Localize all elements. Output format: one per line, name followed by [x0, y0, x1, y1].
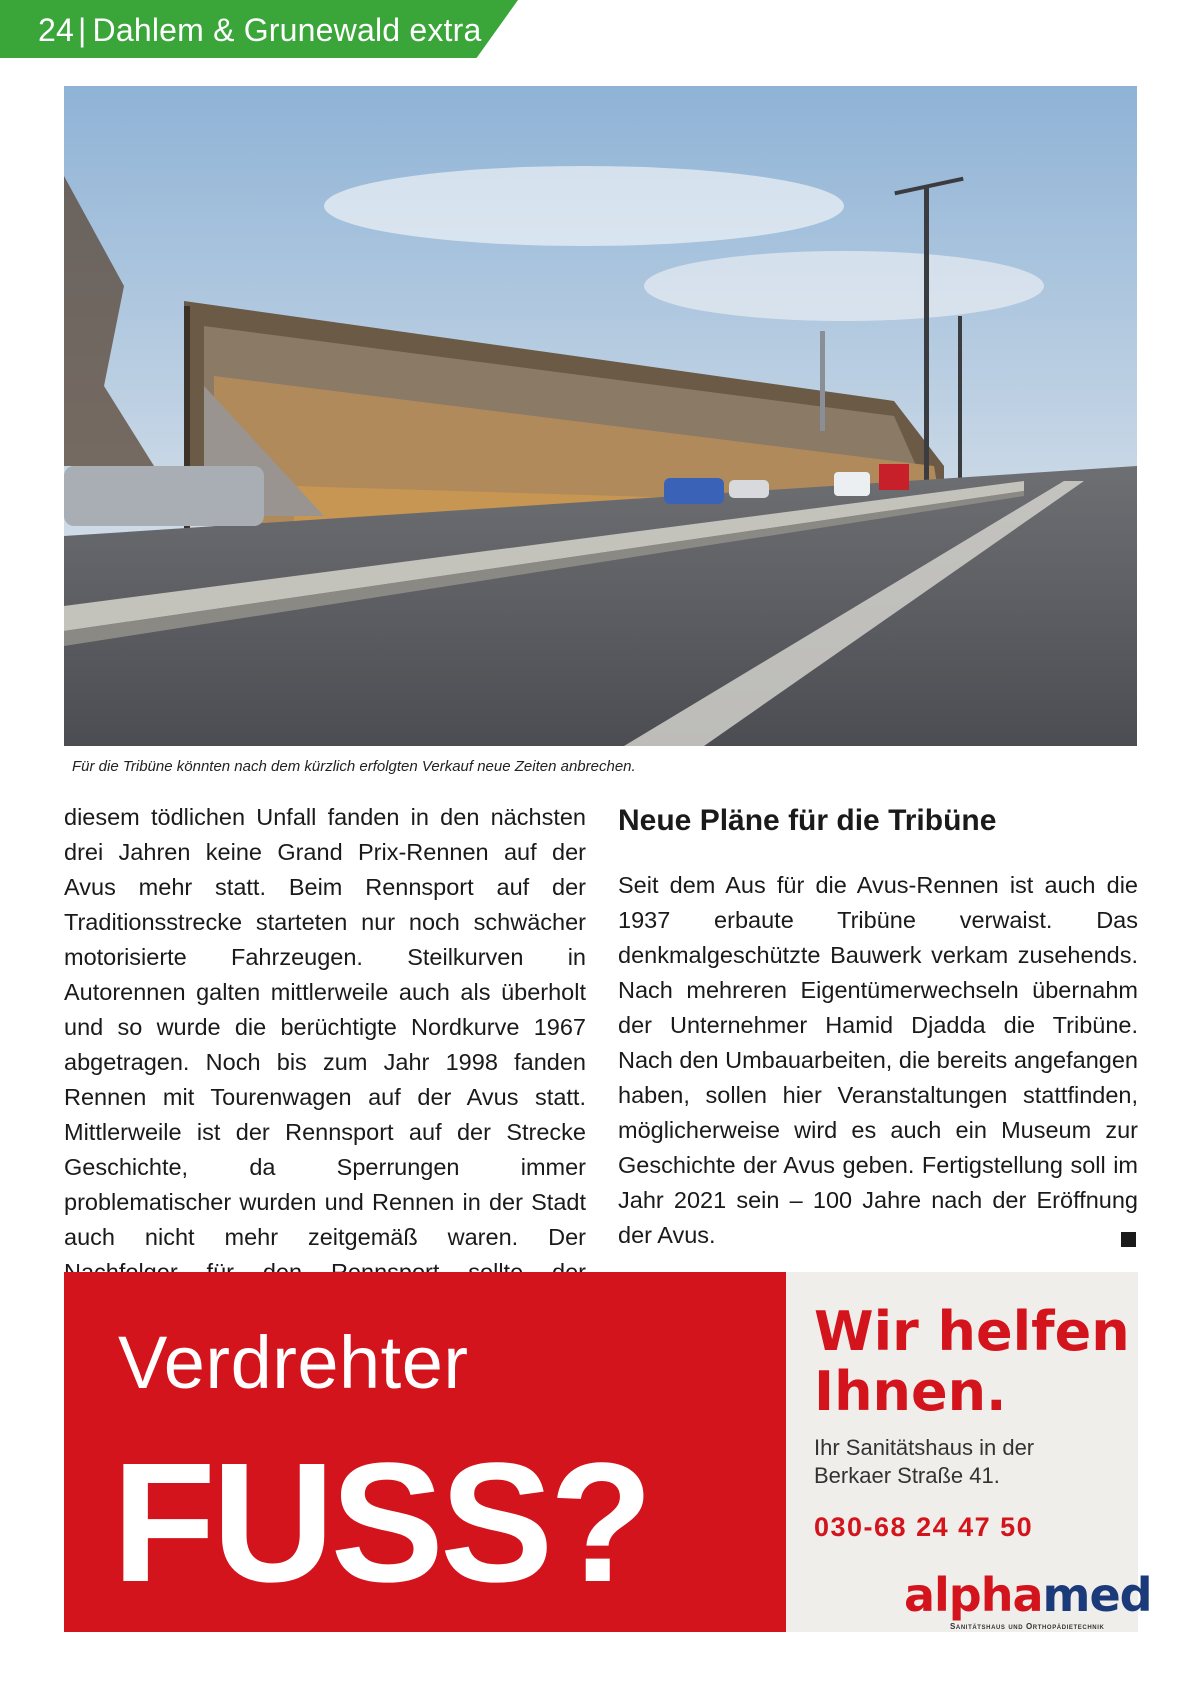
ad-verdrehter: Verdrehter — [118, 1321, 469, 1404]
end-of-article-mark — [1121, 1232, 1136, 1247]
article-column-left: diesem tödlichen Unfall fanden in den nächsten drei Jahren keine Grand Prix-Rennen auf der Avus mehr statt. Beim Rennsport auf der Traditionsstrecke starteten nur noch schwächer motorisierte Fahrzeugen. Steilkurven in Autorennen galten mittlerweile auch als überholt und so wurde die berüchtigte Nordkurve 1967 abgetragen. Noch bis zum Jahr 1998 fanden Rennen mit Tourenwagen auf der Avus statt. Mittlerweile ist der Rennsport auf der Strecke Geschichte, da Sperrungen immer problematischer wurden und Rennen in der Stadt auch nicht mehr zeitgemäß waren. Der — [64, 804, 586, 1250]
radio-tower — [820, 331, 825, 431]
section-header — [38, 12, 482, 48]
logo-alpha: alpha — [904, 1568, 1043, 1622]
ad-address — [814, 1434, 1114, 1490]
section-heading: Neue Pläne für die Tribüne — [618, 804, 997, 837]
ad-sub-line1: Ihr Sanitätshaus in der — [814, 1435, 1035, 1460]
car — [64, 466, 264, 526]
ad-tagline: Sanitätshaus und Orthopädietechnik — [950, 1622, 1105, 1631]
grandstand-photo — [64, 86, 1137, 746]
article-column-right: Seit dem Aus für die Avus-Rennen ist auch die 1937 erbaute Tribüne verwaist. Das denkmalgeschützte Bauwerk verkam zusehends. Nach mehreren Eigentümerwechseln übernahm der Unternehmer Hamid Djadda die Tribüne. Nach den Umbauarbeiten, die bereits angefangen haben, sollen hier Veranstaltungen stattfinden, möglicherweise wird es auch ein Museum zur Geschichte der Avus geben. Fertigstellung soll im Jahr 2021 sein – 100 Jahre nach der Eröffnung der Avus. — [618, 872, 1138, 1248]
page-number: 24 — [38, 12, 74, 48]
alphamed-logo — [904, 1568, 1152, 1622]
ad-headline-line1: Wir helfen — [814, 1300, 1130, 1363]
photo-caption: Für die Tribüne könnten nach dem kürzlich erfolgten Verkauf neue Zeiten anbrechen. — [72, 758, 636, 775]
ad-phone-number: 030-68 24 47 50 — [814, 1512, 1034, 1542]
ad-headline-line2: Ihnen. — [814, 1360, 1007, 1423]
logo-med: med — [1042, 1568, 1152, 1622]
header-separator: | — [78, 12, 87, 48]
article-photo — [64, 86, 1137, 746]
ad-sub-line2: Berkaer Straße 41. — [814, 1463, 1000, 1488]
ad-fuss: FUSS? — [112, 1428, 650, 1618]
section-title: Dahlem & Grunewald extra — [92, 12, 482, 48]
ad-headline — [814, 1302, 1134, 1422]
